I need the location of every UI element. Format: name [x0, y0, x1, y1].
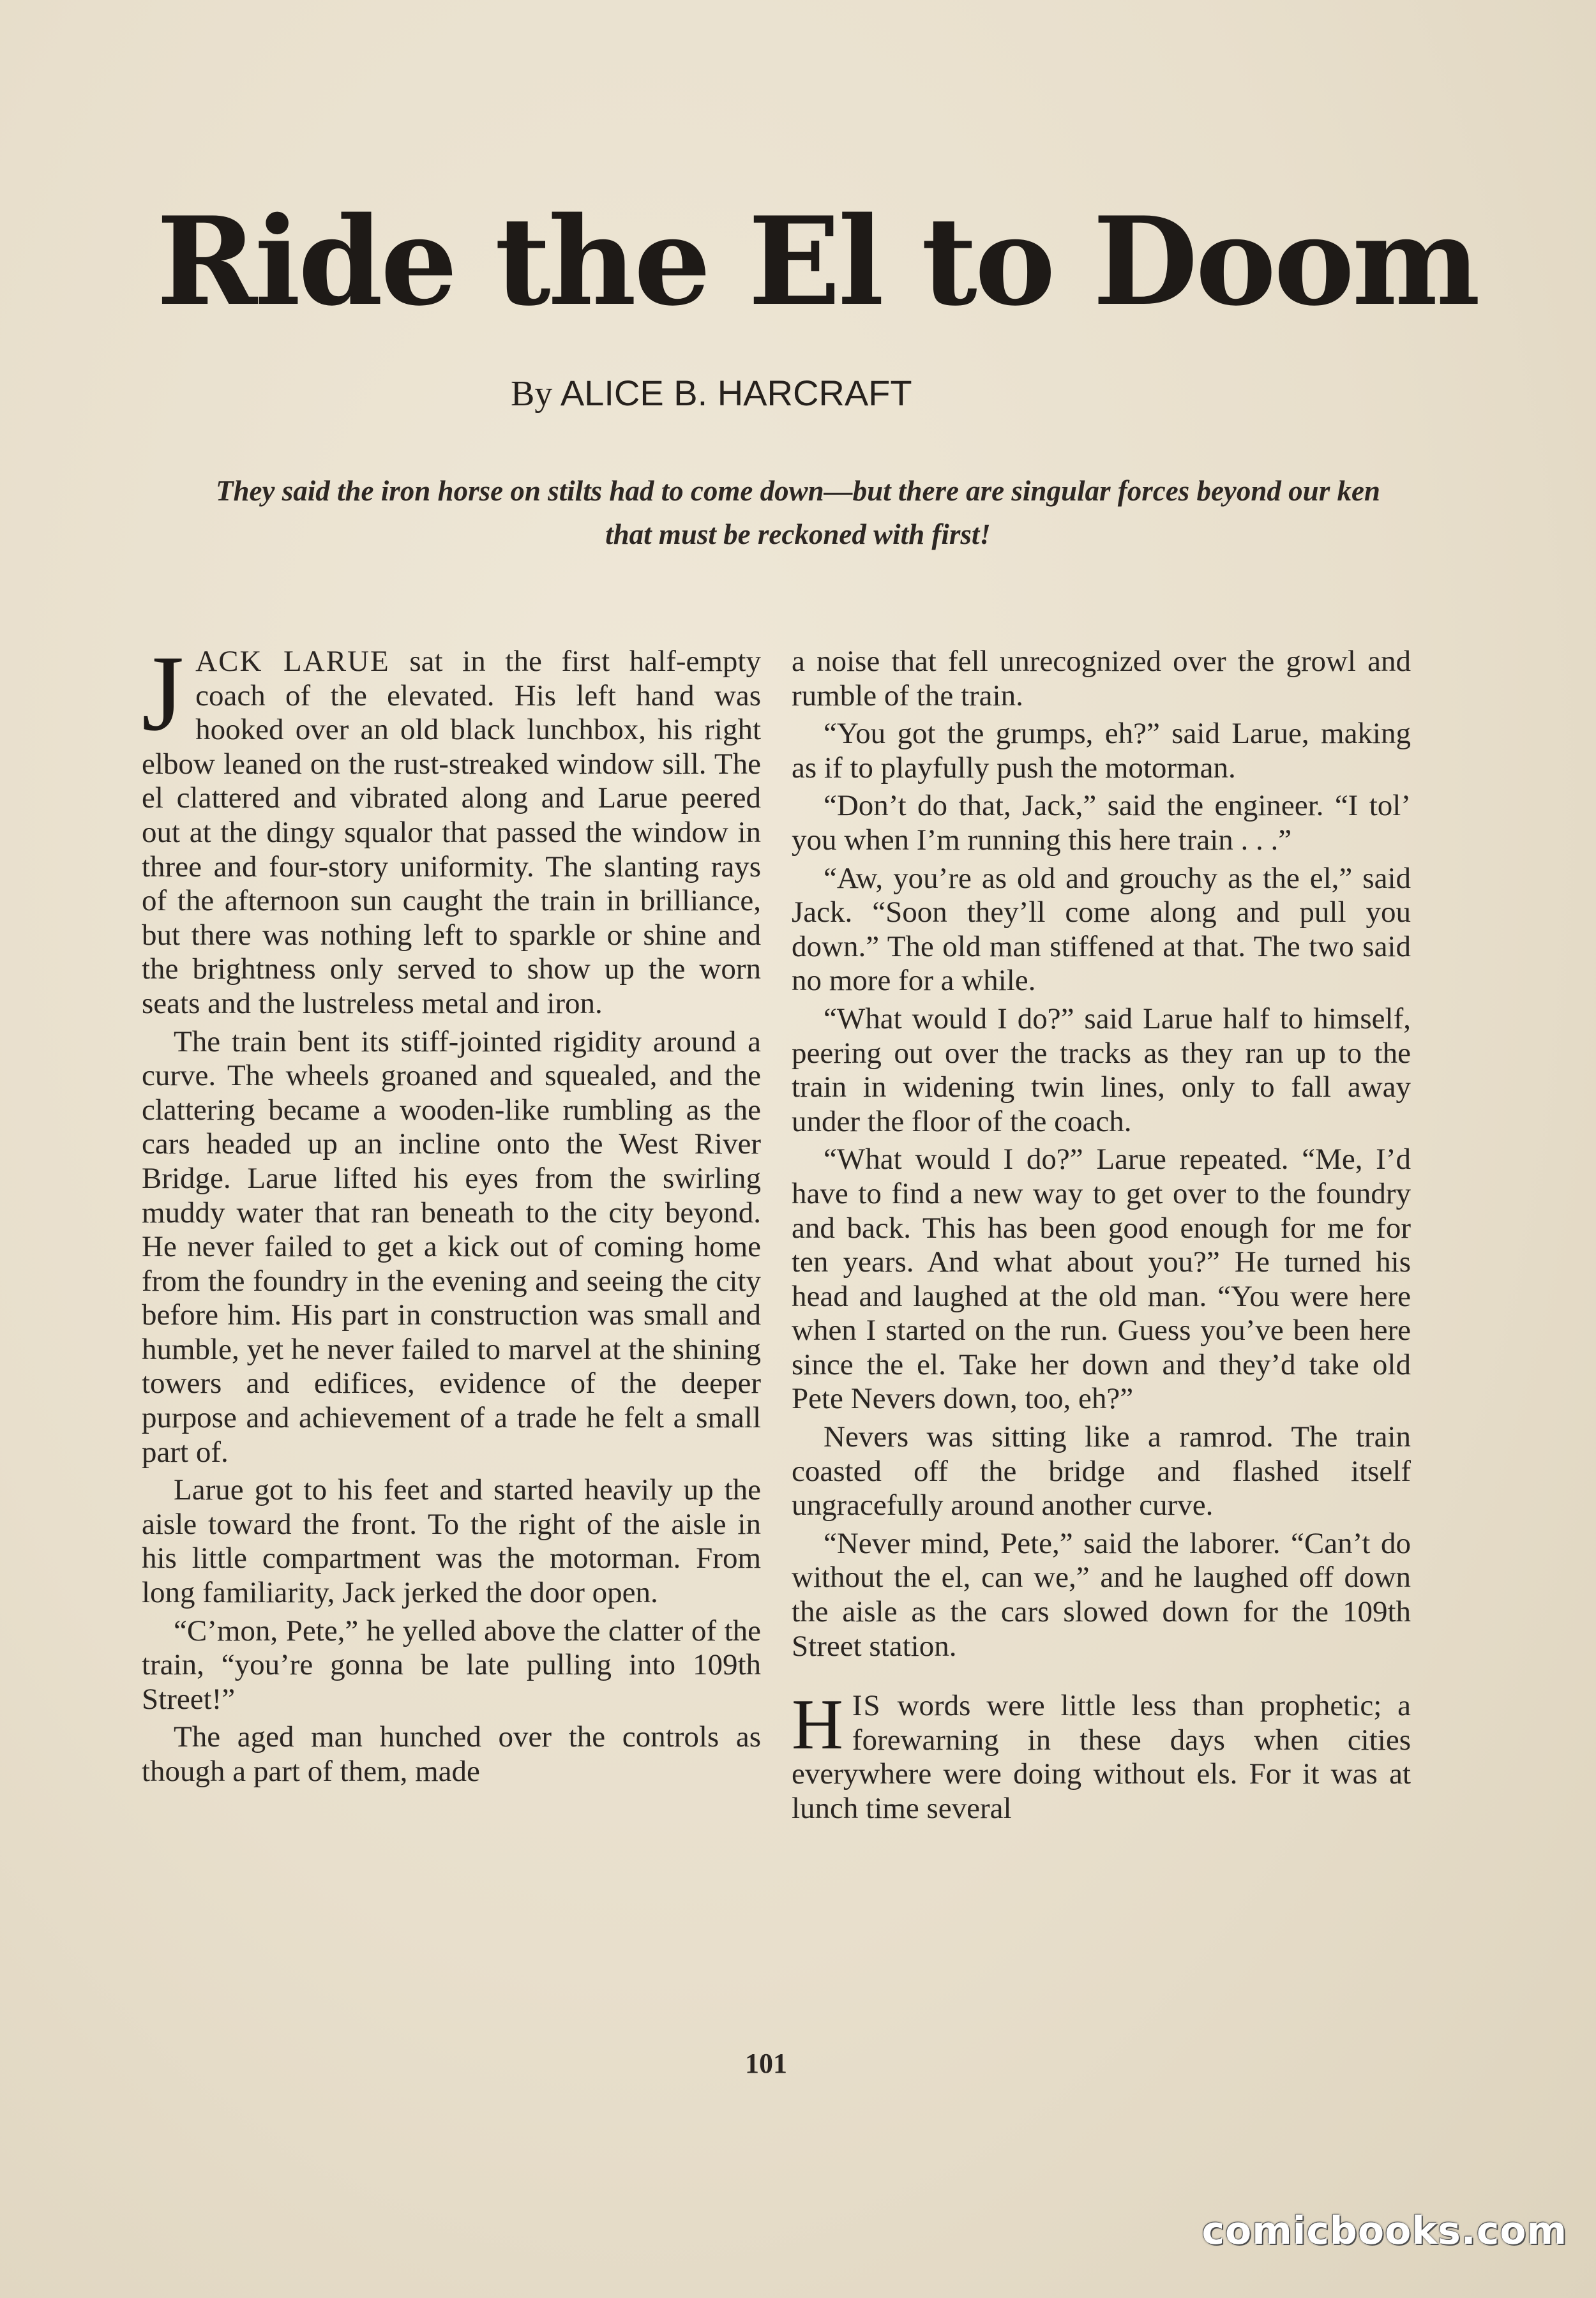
opening-small-caps: IS [852, 1689, 882, 1723]
paragraph-text: words were little less than prophetic; a forewarning in these days when cities everywhere were doing without els. For it was at lunch time several [792, 1689, 1411, 1825]
article-title: Ride the El to Doom [156, 190, 1478, 333]
paragraph: The train bent its stiff-jointed rigidity around a curve. The wheels groaned and squealed, and the clattering became a wooden-like rumbling as the cars headed up an incline onto the West River Bridge. Larue lifted his eyes from the swirling muddy water that ran beneath to the city beyond. He never failed to get a kick out of coming home from the foundry in the evening and seeing the city before him. His part in construction was small and humble, yet he never failed to marvel at the shining towers and edifices, evidence of the deeper purpose and achievement of a trade he felt a small part of. [142, 1025, 761, 1469]
byline [511, 372, 1085, 414]
paragraph: “You got the grumps, eh?” said Larue, making as if to playfully push the motorman. [792, 717, 1411, 785]
paragraph: “Aw, you’re as old and grouchy as the el,” said Jack. “Soon they’ll come along and pull you down.” The old man stiffened at that. The two said no more for a while. [792, 861, 1411, 998]
page-number: 101 [745, 2048, 787, 2079]
paragraph: a noise that fell unrecognized over the growl and rumble of the train. [792, 645, 1411, 712]
opening-small-caps: ACK LARUE [195, 645, 390, 678]
paragraph-text: sat in the first half-empty coach of the elevated. His left hand was hooked over an old black lunchbox, his right elbow leaned on the rust-streaked window sill. The el clattered and vibrated along and Larue peered out at the dingy squalor that passed the window in three and four-story uniformity. The slanting rays of the afternoon sun caught the train in brilliance, but there was nothing left to sparkle or shine and the brightness only served to show up the worn seats and the lustreless metal and iron. [142, 645, 761, 1020]
paragraph [142, 633, 761, 1021]
paragraph: “C’mon, Pete,” he yelled above the clatter of the train, “you’re gonna be late pulling into 109th Street!” [142, 1614, 761, 1716]
left-column [142, 633, 761, 1793]
paragraph: Larue got to his feet and started heavily up the aisle toward the front. To the right of the aisle in his little compartment was the motorman. From long familiarity, Jack jerked the door open. [142, 1473, 761, 1610]
paragraph: “What would I do?” said Larue half to himself, peering out over the tracks as they ran up to the train in widening twin lines, only to fall away under the floor of the coach. [792, 1002, 1411, 1138]
author-name: ALICE B. HARCRAFT [560, 373, 912, 413]
byline-prefix: By [511, 374, 553, 414]
paragraph: “What would I do?” Larue repeated. “Me, I’d have to find a new way to get over to the foundry and back. This has been good enough for me for ten years. And what about you?” He turned his head and laughed at the old man. “You were here when I started on the run. Guess you’ve been here since the el. Take her down and they’d take old Pete Nevers down, too, eh?” [792, 1143, 1411, 1416]
paragraph: The aged man hunched over the controls as though a part of them, made [142, 1720, 761, 1788]
right-column [792, 645, 1411, 1830]
drop-cap: J [142, 633, 184, 753]
watermark-logo: comicbooks.com [1201, 2209, 1567, 2253]
drop-cap: H [792, 1685, 843, 1765]
paragraph: Nevers was sitting like a ramrod. The train coasted off the bridge and flashed itself ungracefully around another curve. [792, 1420, 1411, 1522]
paragraph [792, 1685, 1411, 1826]
article-blurb: They said the iron horse on stilts had to come down—but there are singular forces beyond our ken that must be reckoned with first! [216, 475, 1380, 550]
paragraph: “Don’t do that, Jack,” said the engineer. “I tol’ you when I’m running this here train . . .” [792, 789, 1411, 857]
paragraph: “Never mind, Pete,” said the laborer. “Can’t do without the el, can we,” and he laughed off down the aisle as the cars slowed down for the 109th Street station. [792, 1526, 1411, 1663]
